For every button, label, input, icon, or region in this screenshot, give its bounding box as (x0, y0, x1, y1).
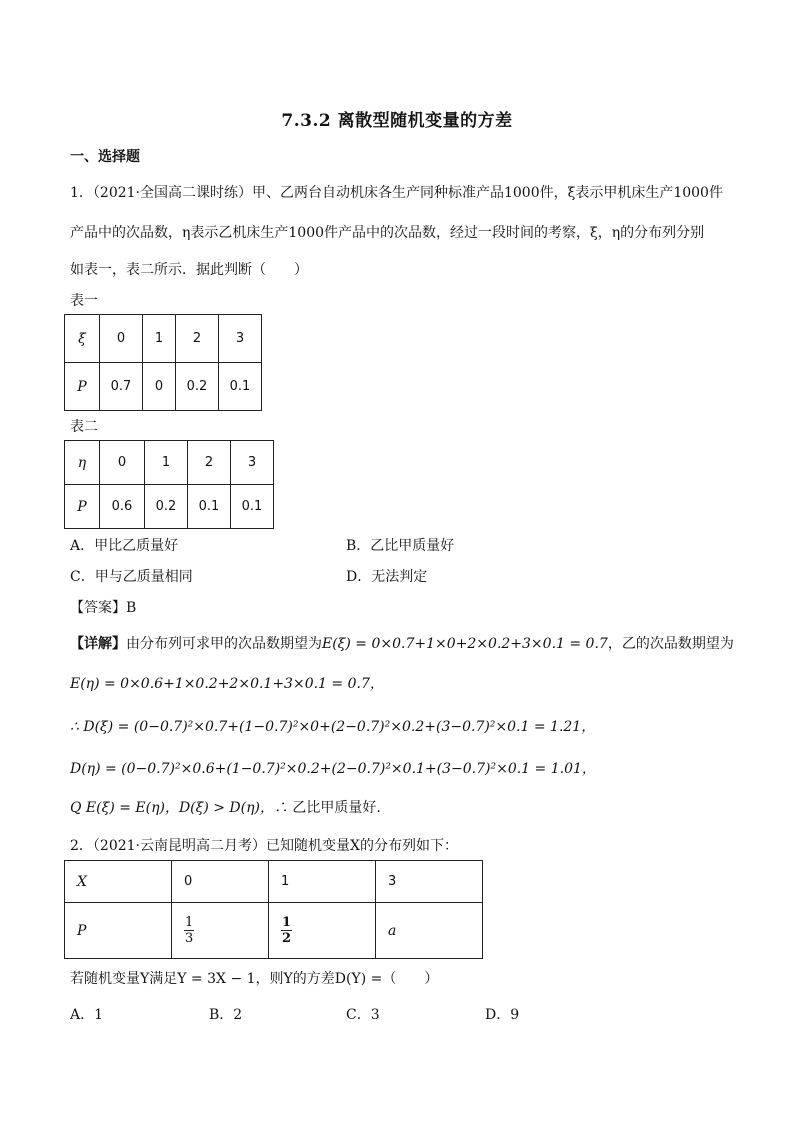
table-cell: 3 (231, 441, 274, 485)
q2-option-b: B．2 (209, 1007, 243, 1023)
q1-detail-line-1 (70, 633, 734, 653)
table-cell (172, 903, 269, 959)
table-cell: 0.1 (219, 363, 262, 411)
table-eta-distribution (64, 440, 274, 529)
table-row (65, 903, 483, 959)
q1-option-c: C．甲与乙质量相同 (70, 569, 193, 585)
q2-option-c: C．3 (346, 1007, 380, 1023)
q1-option-d: D．无法判定 (346, 569, 428, 585)
table-cell: η (65, 441, 100, 485)
fraction-one-third: $\frac{1}{3}$ (185, 915, 194, 946)
q1-detail-line-3: ∴ D(ξ) = (0−0.7)²×0.7+(1−0.7)²×0+(2−0.7)²×0.2+(3−0.7)²×0.1 = 1.21， (70, 719, 596, 735)
table-xi-distribution (64, 314, 262, 411)
table-cell: 0 (100, 441, 145, 485)
table-cell: 0 (100, 315, 143, 363)
table1-label: 表一 (70, 293, 98, 309)
table-cell: 0 (143, 363, 176, 411)
detail-math: E(ξ) = 0×0.7+1×0+2×0.2+3×0.1 = 0.7 (322, 636, 608, 652)
table-cell: 3 (219, 315, 262, 363)
table-cell: 2 (176, 315, 219, 363)
q1-answer: 【答案】B (70, 600, 137, 616)
q2-option-d: D．9 (485, 1007, 520, 1023)
table-x-distribution (64, 860, 483, 959)
table-cell: 0.7 (100, 363, 143, 411)
table-cell: 3 (376, 861, 483, 903)
fraction-one-half: $\frac{1}{2}$ (282, 915, 292, 946)
table-cell: 1 (143, 315, 176, 363)
page-title: 7.3.2 离散型随机变量的方差 (281, 111, 513, 131)
table-row (65, 441, 274, 485)
detail-label: 【详解】 (70, 636, 126, 652)
detail-tail: ，乙的次品数期望为 (607, 636, 734, 652)
detail-conclusion: 乙比甲质量好. (287, 800, 381, 816)
table-cell: 0.1 (188, 485, 231, 529)
table-cell (269, 903, 376, 959)
q1-line-2: 产品中的次品数，η表示乙机床生产1000件产品中的次品数，经过一段时间的考察，ξ，η的分布列分别 (70, 225, 705, 241)
table2-label: 表二 (70, 419, 98, 435)
table-cell: a (376, 903, 483, 959)
q2-option-a: A．1 (70, 1007, 104, 1023)
q2-line-1: 2．（2021·云南昆明高二月考）已知随机变量X的分布列如下： (70, 838, 458, 854)
q1-option-b: B．乙比甲质量好 (346, 538, 455, 554)
detail-text: 由分布列可求甲的次品数期望为 (126, 636, 322, 652)
q1-detail-line-5 (70, 797, 381, 817)
q1-line-1: 1．（2021·全国高二课时练）甲、乙两台自动机床各生产同种标准产品1000件，ξ表示甲机床生产1000件 (70, 185, 723, 201)
table-cell: 0.2 (145, 485, 188, 529)
table-cell: 0.6 (100, 485, 145, 529)
table-cell: X (65, 861, 172, 903)
table-cell: P (65, 363, 100, 411)
detail-math: Q E(ξ) = E(η)，D(ξ) > D(η)，∴ (70, 800, 288, 816)
table-cell: 2 (188, 441, 231, 485)
q2-line-2: 若随机变量Y满足Y = 3X − 1，则Y的方差D(Y) =（ ） (70, 971, 439, 987)
table-cell: 1 (145, 441, 188, 485)
table-cell: P (65, 485, 100, 529)
q1-detail-line-2: E(η) = 0×0.6+1×0.2+2×0.1+3×0.1 = 0.7， (70, 676, 384, 692)
table-cell: ξ (65, 315, 100, 363)
table-row (65, 485, 274, 529)
table-cell: 0.2 (176, 363, 219, 411)
section-heading: 一、选择题 (70, 149, 140, 165)
table-cell: 0.1 (231, 485, 274, 529)
table-cell: P (65, 903, 172, 959)
table-row (65, 363, 262, 411)
table-row (65, 315, 262, 363)
q1-option-a: A．甲比乙质量好 (70, 538, 179, 554)
table-cell: 1 (269, 861, 376, 903)
q1-detail-line-4: D(η) = (0−0.7)²×0.6+(1−0.7)²×0.2+(2−0.7)²×0.1+(3−0.7)²×0.1 = 1.01， (70, 761, 596, 777)
table-cell: 0 (172, 861, 269, 903)
table-row (65, 861, 483, 903)
q1-line-3: 如表一，表二所示．据此判断（ ） (70, 262, 308, 278)
